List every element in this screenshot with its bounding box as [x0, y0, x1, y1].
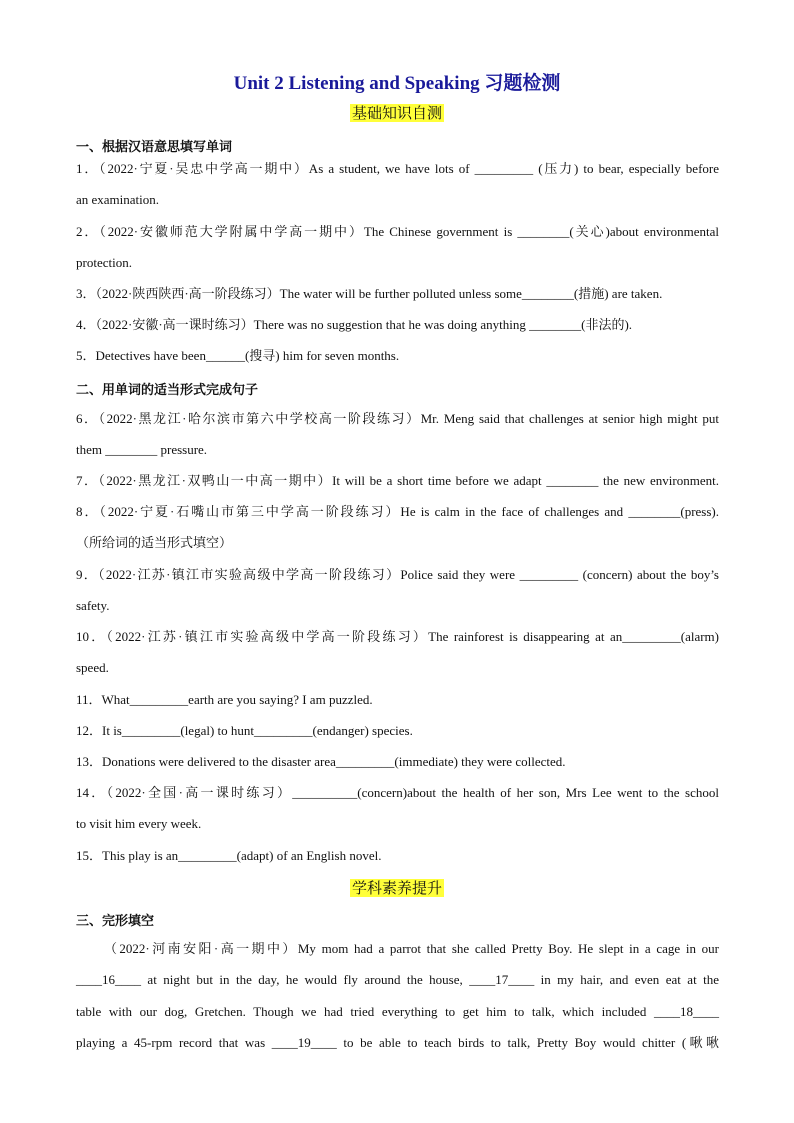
banner-text: 学科素养提升 — [351, 879, 442, 897]
section-heading-2: 二、用单词的适当形式完成句子 — [76, 383, 259, 398]
question-line: them ________ pressure. — [76, 442, 208, 457]
question-line: protection. — [76, 255, 132, 270]
question-line: （所给词的适当形式填空） — [76, 535, 233, 550]
question-line: 2．（2022·安徽师范大学附属中学高一期中）The Chinese government is ________(关心)about environmental — [76, 224, 719, 239]
section-heading-1: 一、根据汉语意思填写单词 — [76, 140, 233, 155]
section-heading-3: 三、完形填空 — [76, 914, 155, 929]
question-line: 9．（2022·江苏·镇江市实验高级中学高一阶段练习）Police said they were _________ (concern) about the boy’s — [76, 567, 719, 582]
question-line: speed. — [76, 660, 109, 675]
question-line: 12．It is_________(legal) to hunt_________(endanger) species. — [76, 723, 413, 738]
question-line: 15．This play is an_________(adapt) of an English novel. — [76, 848, 382, 863]
cloze-line: playing a 45-rpm record that was ____19____ to be able to teach birds to talk, Pretty Boy would chitter (啾啾 — [76, 1035, 719, 1050]
section-banner-advanced — [0, 877, 794, 898]
question-line: 4．（2022·安徽·高一课时练习）There was no suggestion that he was doing anything ________(非法的). — [76, 317, 633, 332]
question-line: 13．Donations were delivered to the disaster area_________(immediate) they were collected. — [76, 754, 566, 769]
question-line: 5．Detectives have been______(搜寻) him for seven months. — [76, 348, 400, 363]
question-line: 3．（2022·陕西陕西·高一阶段练习）The water will be further polluted unless some________(措施) are taken. — [76, 286, 663, 301]
question-line: 11．What_________earth are you saying? I am puzzled. — [76, 692, 373, 707]
cloze-line: （2022·河南安阳·高一期中）My mom had a parrot that she called Pretty Boy. He slept in a cage in our — [104, 941, 719, 956]
question-line: 1．（2022·宁夏·吴忠中学高一期中）As a student, we have lots of _________ (压力) to bear, especially before — [76, 161, 719, 176]
question-line: 8．（2022·宁夏·石嘴山市第三中学高一阶段练习）He is calm in the face of challenges and ________(press). — [76, 504, 719, 519]
question-line: safety. — [76, 598, 110, 613]
page-title: Unit 2 Listening and Speaking 习题检测 — [233, 73, 561, 94]
question-line: 10．（2022·江苏·镇江市实验高级中学高一阶段练习）The rainforest is disappearing at an_________(alarm) — [76, 629, 719, 644]
banner-text: 基础知识自测 — [351, 104, 442, 122]
question-line: 6．（2022·黑龙江·哈尔滨市第六中学校高一阶段练习）Mr. Meng said that challenges at senior high might put — [76, 411, 719, 426]
cloze-line: ____16____ at night but in the day, he would fly around the house, ____17____ in my hair, and even eat at the — [76, 972, 719, 987]
cloze-line: table with our dog, Gretchen. Though we had tried everything to get him to talk, which included ____18____ — [76, 1004, 719, 1019]
question-line: 7．（2022·黑龙江·双鸭山一中高一期中）It will be a short time before we adapt ________ the new environment. — [76, 473, 719, 488]
question-line: an examination. — [76, 192, 160, 207]
question-line: 14．（2022·全国·高一课时练习）__________(concern)about the health of her son, Mrs Lee went to the school — [76, 785, 719, 800]
section-banner-basic — [0, 102, 794, 123]
question-line: to visit him every week. — [76, 816, 202, 831]
